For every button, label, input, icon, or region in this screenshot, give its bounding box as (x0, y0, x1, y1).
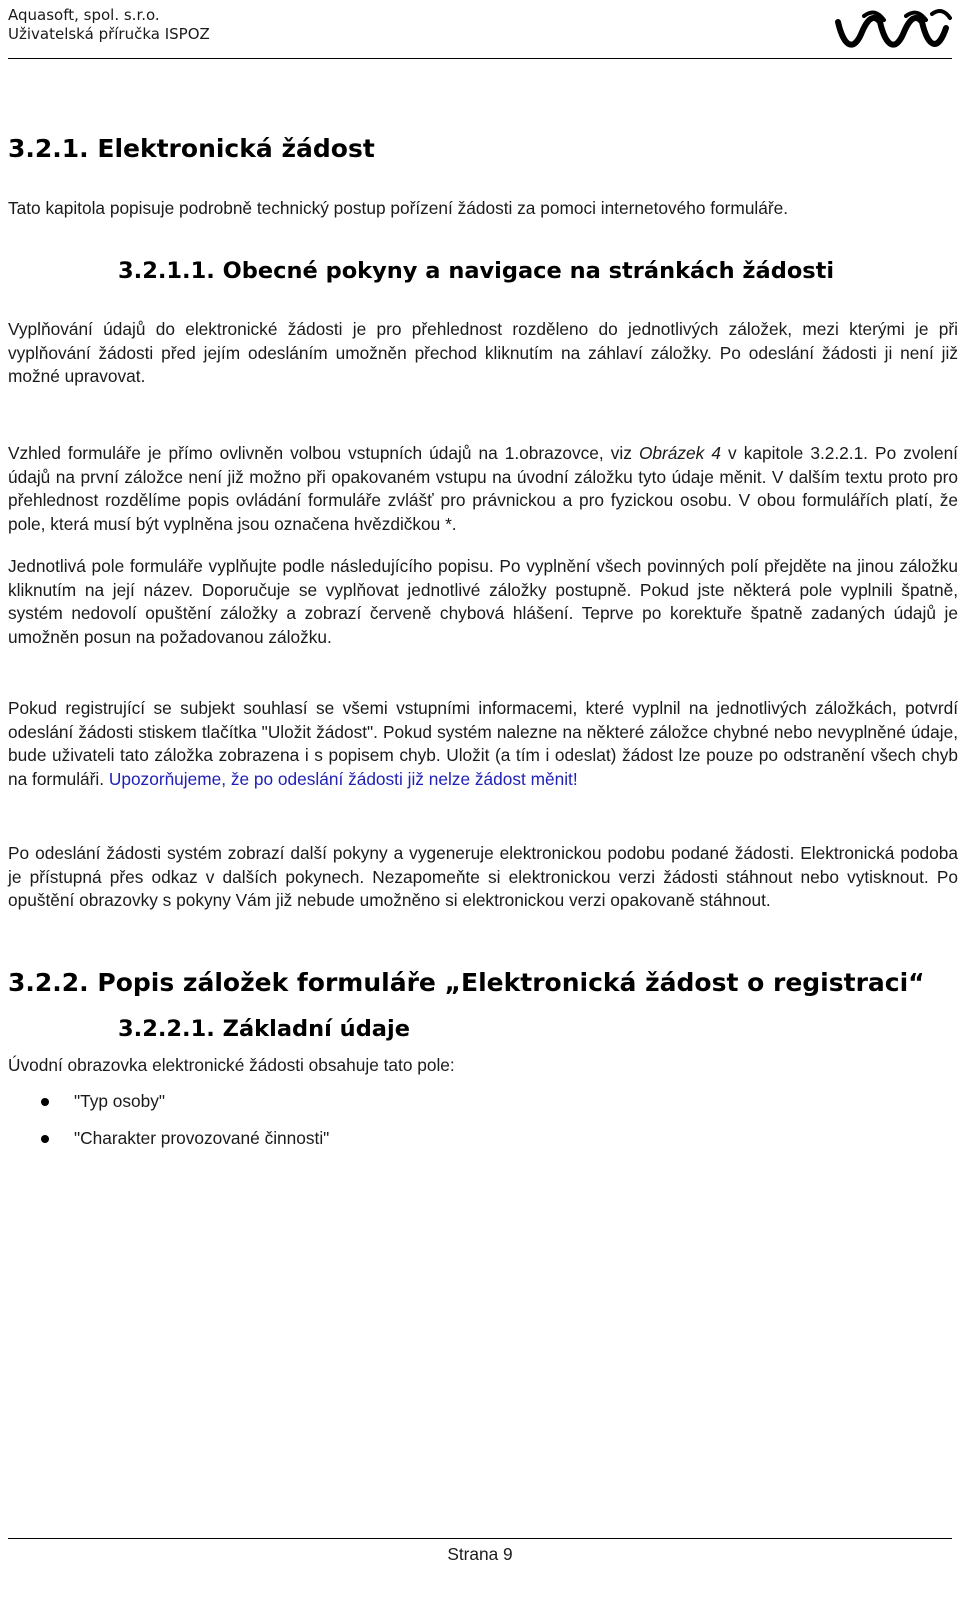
wave-logo-icon (834, 8, 952, 56)
paragraph-text: Pokud registrující se subjekt souhlasí se všemi vstupními informacemi, které vyplnil na jednotlivých záložkách, potvrdí odeslání žádosti stiskem tlačítka "Uložit žádost". Pokud systém nalezne na některé záložce chybné nebo nevyplněné údaje, bude uživateli tato záložka zobrazena i s popisem chyb. Uložit (a tím i odeslat) žádost lze pouze po odstranění všech chyb na formuláři. (8, 698, 958, 789)
list-item (8, 1127, 329, 1164)
chapter-intro: Tato kapitola popisuje podrobně technický postup pořízení žádosti za pomoci internetového formuláře. (8, 198, 789, 218)
paragraph-filling-fields: Jednotlivá pole formuláře vyplňujte podle následujícího popisu. Po vyplnění všech povinných polí přejděte na jinou záložku kliknutím na její název. Doporučuje se vyplňovat jednotlivé záložky postupně. Pokud jste některá pole vyplnili špatně, systém nedovolí opuštění záložky a zobrazí červeně chybová hlášení. Teprve po korektuře špatně zadaných údajů je umožněn posun na požadovanou záložku. (8, 556, 958, 647)
paragraph-text: v kapitole 3.2.2.1. Po zvolení údajů na první záložce není již možno při opakovaném vstupu na úvodní záložku tyto údaje měnit. V dalším textu proto pro přehlednost rozdělíme popis ovládání formuláře zvlášť pro právnickou a pro fyzickou osobu. V obou formulářích platí, že pole, která musí být vyplněna jsou označena hvězdičkou *. (8, 443, 958, 534)
bullet-icon (41, 1098, 49, 1106)
bullet-icon (41, 1135, 49, 1143)
paragraph-after-submit: Po odeslání žádosti systém zobrazí další pokyny a vygeneruje elektronickou podobu podané žádosti. Elektronická podoba je přístupná přes odkaz v dalších pokynech. Nezapomeňte si elektronickou verzi žádosti stáhnout nebo vytisknout. Po opuštění obrazovky s pokyny Vám již nebude umožněno si elektronickou verzi opakovaně stáhnout. (8, 843, 958, 910)
header-manual-title: Uživatelská příručka ISPOZ (8, 25, 210, 43)
paragraph-navigation: Vyplňování údajů do elektronické žádosti je pro přehlednost rozděleno do jednotlivých záložek, mezi kterými je při vyplňování žádosti před jejím odesláním umožněn přechod kliknutím na záhlaví záložky. Po odeslání žádosti ji není již možné upravovat. (8, 319, 958, 386)
paragraph-basic-data-intro: Úvodní obrazovka elektronické žádosti obsahuje tato pole: (8, 1055, 455, 1075)
warning-text: Upozorňujeme, že po odeslání žádosti již nelze žádost měnit! (108, 768, 578, 789)
field-list (8, 1090, 329, 1164)
header-rule (8, 58, 952, 59)
paragraph-saving (8, 697, 958, 791)
footer-rule (8, 1538, 952, 1539)
page-header (8, 6, 952, 56)
paragraph-form-appearance (8, 442, 958, 536)
heading-3-2-1-1: 3.2.1.1. Obecné pokyny a navigace na stránkách žádosti (118, 258, 835, 284)
figure-reference: Obrázek 4 (638, 443, 721, 463)
heading-3-2-2-1: 3.2.2.1. Základní údaje (118, 1016, 410, 1042)
list-item-label: "Typ osoby" (74, 1091, 166, 1111)
header-company: Aquasoft, spol. s.r.o. (8, 6, 160, 24)
list-item-label: "Charakter provozované činnosti" (74, 1128, 330, 1148)
heading-3-2-1: 3.2.1. Elektronická žádost (8, 134, 375, 163)
heading-3-2-2: 3.2.2. Popis záložek formuláře „Elektronická žádost o registraci“ (8, 968, 925, 997)
list-item (8, 1090, 329, 1127)
page-number: Strana 9 (447, 1544, 513, 1564)
paragraph-text: Vzhled formuláře je přímo ovlivněn volbou vstupních údajů na 1.obrazovce, viz (8, 443, 639, 463)
